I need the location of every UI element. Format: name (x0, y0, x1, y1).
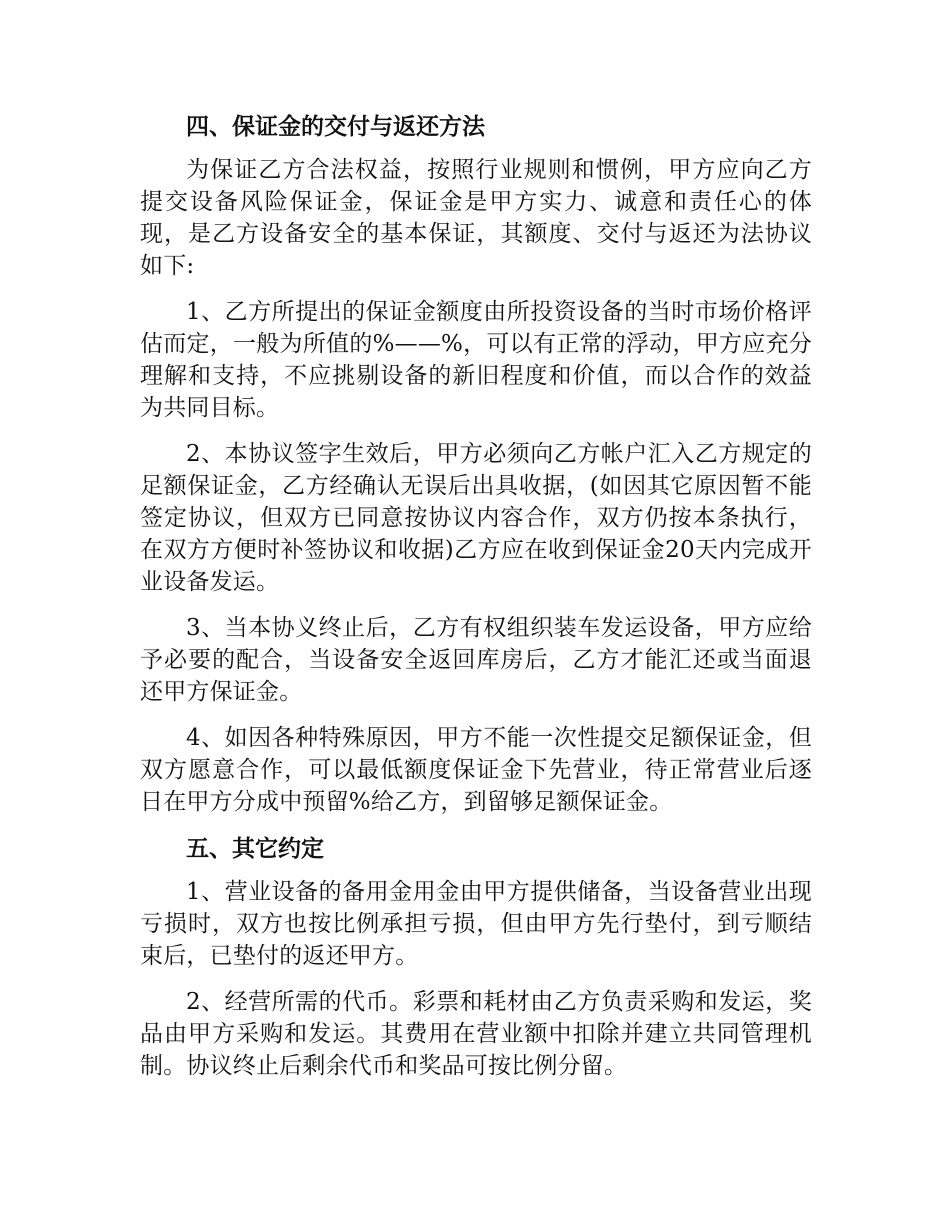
section-deposit (140, 110, 812, 818)
paragraph: 1、营业设备的备用金用金由甲方提供储备，当设备营业出现亏损时，双方也按比例承担亏损，但由甲方先行垫付，到亏顺结束后，已垫付的返还甲方。 (140, 879, 812, 969)
paragraph: 1、乙方所提出的保证金额度由所投资设备的当时市场价格评估而定，一般为所值的%——%，可以有正常的浮动，甲方应充分理解和支持，不应挑剔设备的新旧程度和价值，而以合作的效益为共同目标。 (140, 299, 812, 421)
section-other-terms (140, 832, 812, 1082)
section-heading: 四、保证金的交付与返还方法 (186, 114, 485, 140)
paragraph: 4、如因各种特殊原因，甲方不能一次性提交足额保证金，但双方愿意合作，可以最低额度保证金下先营业，待正常营业后逐日在甲方分成中预留%给乙方，到留够足额保证金。 (140, 725, 812, 815)
paragraph: 为保证乙方合法权益，按照行业规则和惯例，甲方应向乙方提交设备风险保证金，保证金是甲方实力、诚意和责任心的体现，是乙方设备安全的基本保证，其额度、交付与返还为法协议如下: (140, 157, 812, 279)
section-heading: 五、其它约定 (186, 836, 324, 862)
paragraph: 2、经营所需的代币。彩票和耗材由乙方负责采购和发运，奖品由甲方采购和发运。其费用在营业额中扣除并建立共同管理机制。协议终止后剩余代币和奖品可按比例分留。 (140, 989, 812, 1079)
paragraph: 3、当本协义终止后，乙方有权组织装车发运设备，甲方应给予必要的配合，当设备安全返回库房后，乙方才能汇还或当面退还甲方保证金。 (140, 615, 812, 705)
paragraph: 2、本协议签字生效后，甲方必须向乙方帐户汇入乙方规定的足额保证金，乙方经确认无误后出具收据，(如因其它原因暂不能签定协议，但双方已同意按协议内容合作，双方仍按本条执行，在双方方便时补签协议和收据)乙方应在收到保证金20天内完成开业设备发运。 (140, 441, 812, 595)
document-page (140, 110, 812, 1096)
